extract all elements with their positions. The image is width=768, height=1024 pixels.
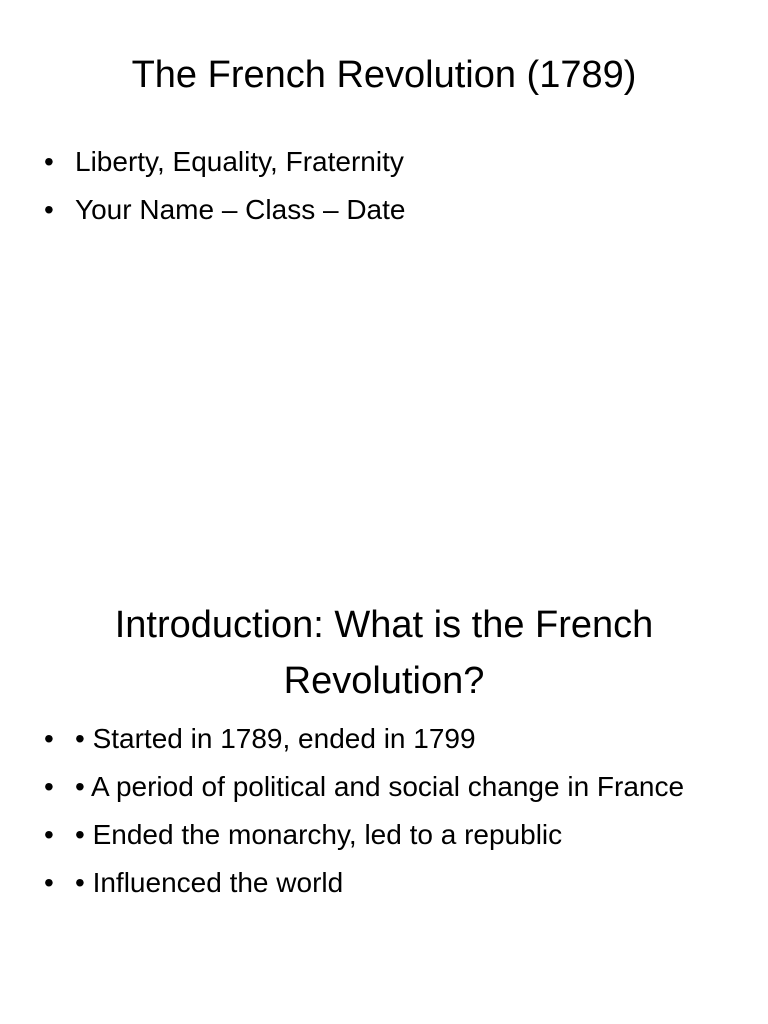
bullet-list [44, 141, 724, 237]
bullet-text: • A period of political and social change in France [75, 771, 685, 802]
bullet-icon: • [44, 194, 54, 225]
bullet-text: • Ended the monarchy, led to a republic [75, 819, 563, 850]
list-item [44, 141, 724, 182]
slide-introduction [0, 512, 768, 1024]
list-item [44, 766, 724, 807]
bullet-icon: • [44, 867, 54, 898]
bullet-icon: • [44, 819, 54, 850]
list-item [44, 189, 724, 230]
list-item [44, 718, 724, 759]
list-item [44, 862, 724, 903]
bullet-icon: • [44, 146, 54, 177]
bullet-icon: • [44, 771, 54, 802]
bullet-text: Liberty, Equality, Fraternity [75, 146, 404, 177]
bullet-list [44, 718, 724, 910]
slide-title-heading: Introduction: What is the French Revolution? [114, 604, 654, 702]
list-item [44, 814, 724, 855]
bullet-icon: • [44, 723, 54, 754]
bullet-text: Your Name – Class – Date [75, 194, 406, 225]
bullet-text: • Started in 1789, ended in 1799 [75, 723, 476, 754]
slide-title-heading: The French Revolution (1789) [131, 54, 637, 96]
bullet-text: • Influenced the world [75, 867, 344, 898]
